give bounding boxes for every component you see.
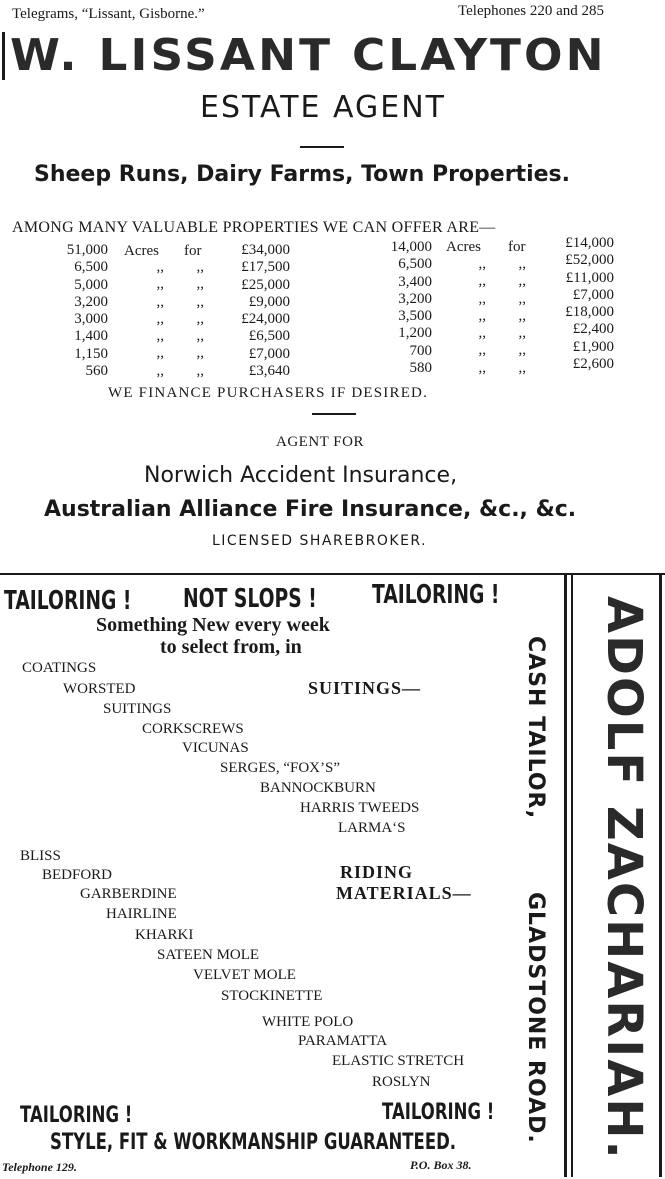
suiting-item: VICUNAS bbox=[182, 740, 249, 756]
price-value: £52,000 bbox=[565, 252, 614, 269]
for-label: for bbox=[184, 243, 202, 259]
acres-value: 51,000 bbox=[66, 242, 108, 258]
something-new-line: Something New every week bbox=[96, 614, 330, 636]
acres-value: 3,200 bbox=[398, 290, 432, 307]
acres-label: Acres bbox=[446, 239, 481, 255]
riding-item: BEDFORD bbox=[42, 867, 113, 883]
insurance-line-2: Australian Alliance Fire Insurance, &c., &c. bbox=[44, 497, 577, 522]
price-value: £25,000 bbox=[241, 276, 290, 293]
estate-agent-title: ESTATE AGENT bbox=[200, 90, 446, 125]
suiting-item: BANNOCKBURN bbox=[260, 780, 376, 796]
acres-value: 6,500 bbox=[398, 256, 432, 273]
side-cash-tailor: CASH TAILOR, bbox=[523, 636, 548, 820]
acres-value: 1,150 bbox=[74, 345, 108, 362]
riding-item: WHITE POLO bbox=[262, 1014, 354, 1030]
finance-line: WE FINANCE PURCHASERS IF DESIRED. bbox=[108, 385, 429, 401]
frame-rule bbox=[571, 573, 573, 1177]
price-value: £24,000 bbox=[241, 311, 290, 328]
left-border bbox=[2, 32, 5, 80]
riding-item: BLISS bbox=[20, 848, 61, 864]
suiting-item: COATINGS bbox=[22, 660, 97, 676]
acres-value: 5,000 bbox=[74, 276, 108, 293]
price-value: £7,000 bbox=[248, 345, 290, 362]
agent-for-label: AGENT FOR bbox=[276, 434, 364, 450]
suitings-heading: SUITINGS— bbox=[308, 678, 422, 698]
riding-heading-line-2: MATERIALS— bbox=[336, 883, 472, 903]
riding-item: VELVET MOLE bbox=[193, 967, 296, 983]
suiting-item: CORKSCREWS bbox=[142, 721, 244, 737]
riding-item: PARAMATTA bbox=[298, 1033, 388, 1049]
riding-item: SATEEN MOLE bbox=[157, 947, 260, 963]
footer-tailoring-left: TAILORING ! bbox=[20, 1103, 133, 1128]
specialties: Sheep Runs, Dairy Farms, Town Properties. bbox=[34, 162, 570, 187]
suiting-item: SUITINGS bbox=[103, 701, 172, 717]
headline-tailoring-left: TAILORING ! bbox=[4, 586, 132, 616]
right-ditto-2: ,, ,, ,, ,, ,, ,, ,, bbox=[518, 256, 526, 376]
suiting-item: SERGES, “FOX’S” bbox=[220, 760, 341, 776]
left-ditto-1: ,, ,, ,, ,, ,, ,, ,, bbox=[156, 259, 164, 379]
price-value: £9,000 bbox=[248, 293, 290, 310]
frame-rule bbox=[564, 573, 567, 1177]
acres-value: 1,200 bbox=[398, 325, 432, 342]
acres-value: 3,500 bbox=[398, 308, 432, 325]
company-name: W. LISSANT CLAYTON bbox=[10, 30, 607, 81]
price-value: £17,500 bbox=[241, 259, 290, 276]
riding-item: GARBERDINE bbox=[80, 886, 177, 902]
telegrams-line: Telegrams, “Lissant, Gisborne.” bbox=[12, 6, 205, 22]
price-value: £34,000 bbox=[241, 242, 290, 258]
acres-value: 3,400 bbox=[398, 273, 432, 290]
acres-value: 6,500 bbox=[74, 259, 108, 276]
guarantee-line: STYLE, FIT & WORKMANSHIP GUARANTEED. bbox=[50, 1130, 457, 1155]
riding-item: STOCKINETTE bbox=[221, 988, 323, 1004]
acres-value: 580 bbox=[409, 360, 432, 377]
divider bbox=[300, 146, 344, 148]
side-proprietor-name: ADOLF ZACHARIAH. bbox=[596, 596, 652, 1161]
riding-item: ROSLYN bbox=[372, 1074, 431, 1090]
headline-not-slops: NOT SLOPS ! bbox=[183, 584, 317, 614]
acres-value: 3,000 bbox=[74, 311, 108, 328]
price-value: £2,400 bbox=[572, 321, 614, 338]
price-value: £7,000 bbox=[572, 286, 614, 303]
acres-label: Acres bbox=[124, 243, 159, 259]
right-ditto-1: ,, ,, ,, ,, ,, ,, ,, bbox=[478, 256, 486, 376]
riding-heading-line-1: RIDING bbox=[340, 862, 414, 882]
suiting-item: HARRIS TWEEDS bbox=[300, 800, 420, 816]
properties-heading: AMONG MANY VALUABLE PROPERTIES WE CAN OFFER ARE— bbox=[12, 219, 496, 236]
price-value: £2,600 bbox=[572, 356, 614, 373]
acres-value: 1,400 bbox=[74, 328, 108, 345]
for-label: for bbox=[508, 239, 526, 255]
left-price-column bbox=[210, 242, 290, 380]
riding-item: ELASTIC STRETCH bbox=[332, 1053, 465, 1069]
right-acres-column bbox=[370, 239, 432, 377]
footer-tailoring-right: TAILORING ! bbox=[382, 1100, 495, 1125]
acres-value: 14,000 bbox=[390, 239, 432, 255]
frame-rule bbox=[659, 573, 662, 1177]
price-value: £18,000 bbox=[565, 304, 614, 321]
price-value: £14,000 bbox=[565, 235, 614, 251]
left-acres-column bbox=[48, 242, 108, 380]
side-gladstone-road: GLADSTONE ROAD. bbox=[523, 892, 548, 1144]
price-value: £6,500 bbox=[248, 328, 290, 345]
left-ditto-2: ,, ,, ,, ,, ,, ,, ,, bbox=[196, 259, 204, 379]
acres-value: 3,200 bbox=[74, 293, 108, 310]
to-select-line: to select from, in bbox=[160, 636, 302, 658]
riding-item: KHARKI bbox=[135, 927, 194, 943]
price-value: £3,640 bbox=[248, 363, 290, 380]
telephone-line: Telephone 129. bbox=[2, 1160, 77, 1174]
suiting-item: WORSTED bbox=[63, 681, 136, 697]
price-value: £11,000 bbox=[565, 269, 614, 286]
acres-value: 700 bbox=[409, 342, 432, 359]
price-value: £1,900 bbox=[572, 338, 614, 355]
riding-item: HAIRLINE bbox=[106, 906, 177, 922]
divider bbox=[312, 413, 356, 415]
headline-tailoring-right: TAILORING ! bbox=[372, 580, 500, 610]
po-box-line: P.O. Box 38. bbox=[410, 1158, 472, 1172]
suiting-item: LARMA‘S bbox=[338, 820, 406, 836]
acres-value: 560 bbox=[85, 363, 108, 380]
right-price-column bbox=[532, 235, 614, 373]
insurance-line-1: Norwich Accident Insurance, bbox=[144, 463, 458, 488]
sharebroker-line: LICENSED SHAREBROKER. bbox=[212, 533, 428, 549]
telephones-line: Telephones 220 and 285 bbox=[458, 3, 605, 19]
